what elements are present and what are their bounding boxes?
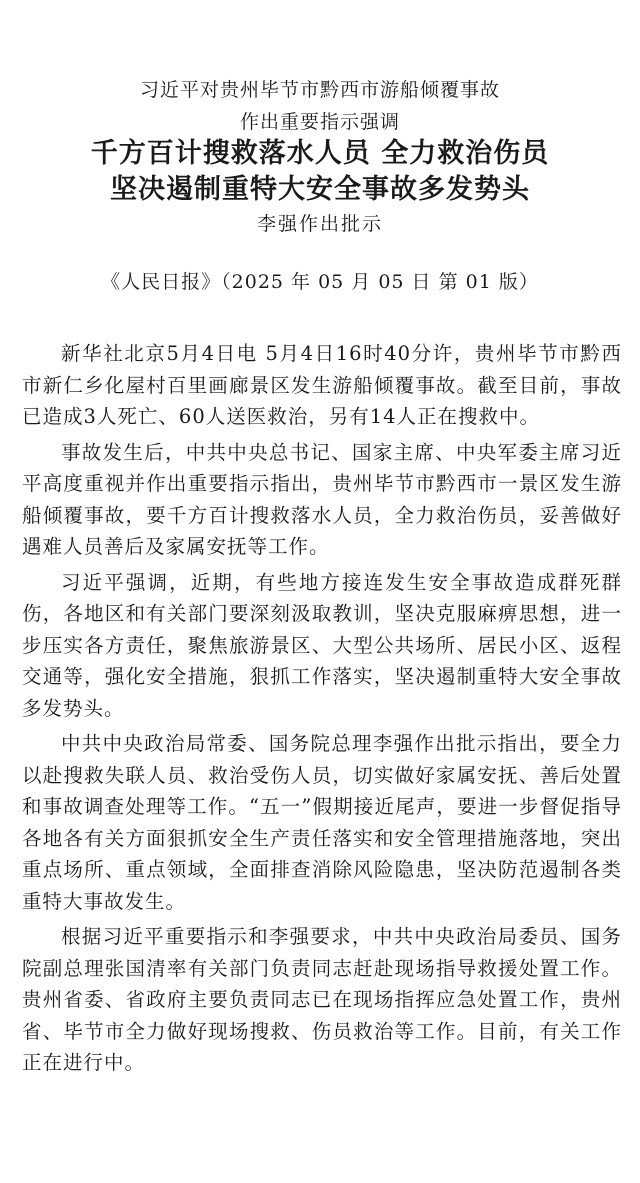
byline: 李强作出批示 — [256, 213, 383, 235]
article-paragraph: 根据习近平重要指示和李强要求，中共中央政治局委员、国务院副总理张国清率有关部门负责同志赶赴现场指导救援处置工作。贵州省委、省政府主要负责同志已在现场指挥应急处置工作，贵州省、毕节市全力做好现场搜救、伤员救治等工作。目前，有关工作正在进行中。 — [22, 925, 622, 1074]
article-paragraph: 新华社北京5月4日电 5月4日16时40分许，贵州毕节市黔西市新仁乡化屋村百里画廊景区发生游船倾覆事故。截至目前，事故已造成3人死亡、60人送医救治，另有14人正在搜救中。 — [22, 342, 622, 428]
article-body — [22, 338, 622, 1081]
source-citation: 《人民日报》（2025 年 05 月 05 日 第 01 版） — [101, 271, 539, 293]
article-paragraph: 事故发生后，中共中央总书记、国家主席、中央军委主席习近平高度重视并作出重要指示指出，贵州毕节市黔西市一景区发生游船倾覆事故，要千方百计搜救落水人员，全力救治伤员，妥善做好遇难人员善后及家属安抚等工作。 — [22, 440, 622, 558]
article-paragraph: 习近平强调，近期，有些地方接连发生安全事故造成群死群伤，各地区和有关部门要深刻汲取教训，坚决克服麻痹思想，进一步压实各方责任，聚焦旅游景区、大型公共场所、居民小区、返程交通等，强化安全措施，狠抓工作落实，坚决遏制重特大安全事故多发势头。 — [22, 570, 622, 720]
kicker-line-2: 作出重要指示强调 — [239, 111, 400, 133]
headline-line-1: 千方百计搜救落水人员 全力救治伤员 — [90, 138, 550, 169]
article-paragraph: 中共中央政治局常委、国务院总理李强作出批示指出，要全力以赴搜救失联人员、救治受伤人员，切实做好家属安抚、善后处置和事故调查处理等工作。“五一”假期接近尾声，要进一步督促指导各地各有关方面狠抓安全生产责任落实和安全管理措施落地，突出重点场所、重点领域，全面排查消除风险隐患，坚决防范遏制各类重特大事故发生。 — [22, 732, 622, 913]
headline-line-2: 坚决遏制重特大安全事故多发势头 — [110, 174, 530, 205]
kicker-line-1: 习近平对贵州毕节市黔西市游船倾覆事故 — [139, 79, 500, 101]
